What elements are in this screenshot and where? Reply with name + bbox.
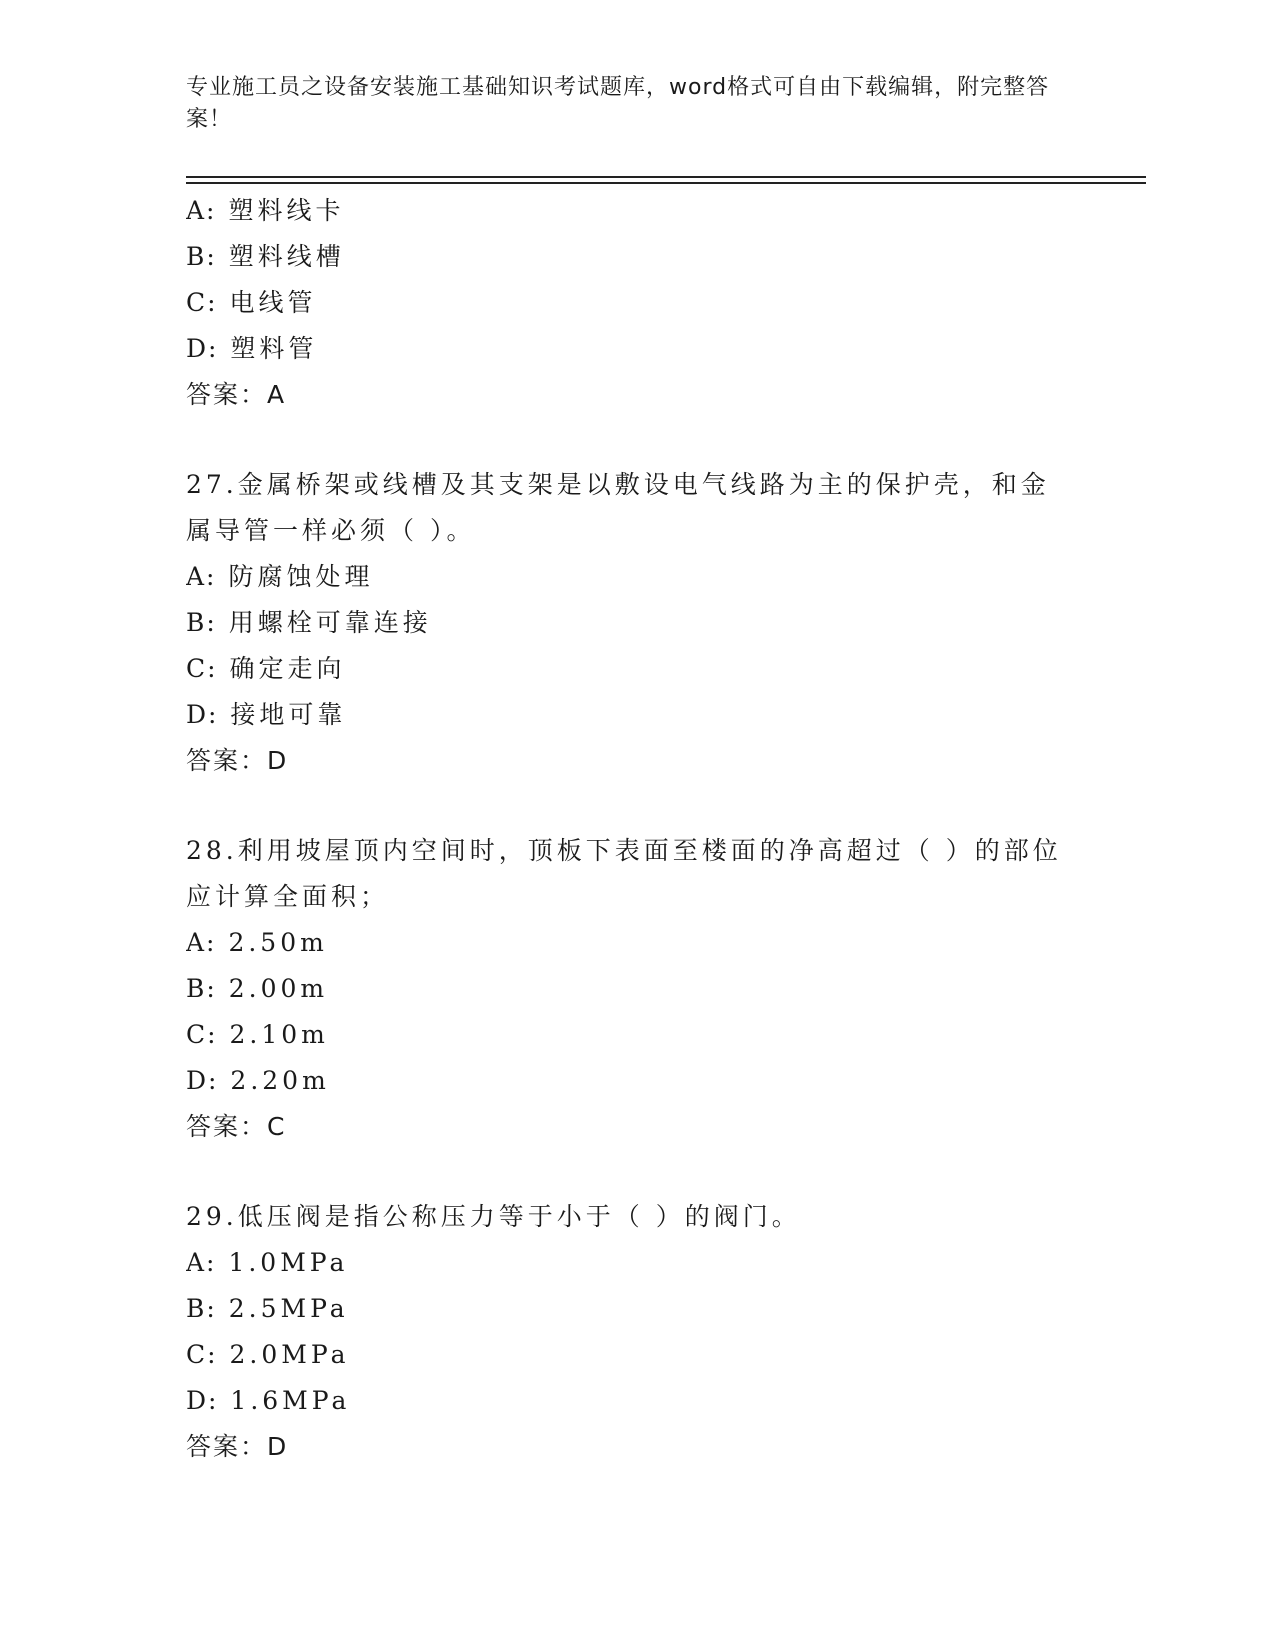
- option-d: [186, 1378, 1086, 1424]
- answer-line: 答案：D: [186, 746, 289, 775]
- option-b: [186, 234, 1086, 280]
- header-divider-bottom: [186, 182, 1146, 184]
- option-label: A:: [186, 928, 217, 957]
- question-stem: 29.低压阀是指公称压力等于小于（ ）的阀门。: [186, 1202, 801, 1231]
- answer-line: 答案：C: [186, 1112, 287, 1141]
- question-27: [186, 462, 1086, 784]
- option-text: 1.6MPa: [230, 1386, 351, 1415]
- spacer: [186, 1150, 1086, 1194]
- option-c: [186, 646, 1086, 692]
- option-label: C:: [186, 654, 218, 683]
- option-label: A:: [186, 196, 217, 225]
- option-b: [186, 966, 1086, 1012]
- answer-line: 答案：D: [186, 1432, 289, 1461]
- option-text: 塑料线卡: [228, 196, 345, 225]
- option-label: D:: [186, 1066, 219, 1095]
- option-text: 2.50m: [228, 928, 328, 957]
- option-text: 防腐蚀处理: [228, 562, 374, 591]
- spacer: [186, 418, 1086, 462]
- question-stem: 28.利用坡屋顶内空间时，顶板下表面至楼面的净高超过（ ）的部位应计算全面积；: [186, 836, 1062, 911]
- option-text: 电线管: [229, 288, 317, 317]
- option-text: 用螺栓可靠连接: [228, 608, 432, 637]
- option-text: 2.5MPa: [228, 1294, 349, 1323]
- option-label: A:: [186, 1248, 217, 1277]
- option-text: 塑料管: [230, 334, 318, 363]
- option-text: 2.0MPa: [229, 1340, 350, 1369]
- option-c: [186, 1012, 1086, 1058]
- option-text: 接地可靠: [230, 700, 347, 729]
- spacer: [186, 784, 1086, 828]
- option-label: A:: [186, 562, 217, 591]
- option-label: D:: [186, 700, 219, 729]
- option-d: [186, 326, 1086, 372]
- option-b: [186, 1286, 1086, 1332]
- document-header: [186, 72, 1066, 136]
- option-label: B:: [186, 974, 217, 1003]
- option-d: [186, 692, 1086, 738]
- option-a: [186, 1240, 1086, 1286]
- option-label: C:: [186, 1340, 218, 1369]
- option-c: [186, 1332, 1086, 1378]
- option-a: [186, 188, 1086, 234]
- option-a: [186, 920, 1086, 966]
- option-label: C:: [186, 288, 218, 317]
- option-label: D:: [186, 334, 219, 363]
- option-b: [186, 600, 1086, 646]
- option-text: 2.00m: [228, 974, 329, 1003]
- question-stem: 27.金属桥架或线槽及其支架是以敷设电气线路为主的保护壳，和金属导管一样必须（ ）。: [186, 470, 1050, 545]
- option-c: [186, 280, 1086, 326]
- option-text: 2.10m: [229, 1020, 329, 1049]
- option-label: B:: [186, 1294, 217, 1323]
- option-text: 2.20m: [230, 1066, 330, 1095]
- option-label: B:: [186, 608, 217, 637]
- option-label: B:: [186, 242, 217, 271]
- option-a: [186, 554, 1086, 600]
- option-text: 1.0MPa: [228, 1248, 349, 1277]
- question-29: [186, 1194, 1086, 1470]
- option-label: C:: [186, 1020, 218, 1049]
- option-label: D:: [186, 1386, 219, 1415]
- option-d: [186, 1058, 1086, 1104]
- question-list: [186, 188, 1086, 1470]
- answer-line: 答案：A: [186, 380, 287, 409]
- header-divider-top: [186, 176, 1146, 178]
- header-title: 专业施工员之设备安装施工基础知识考试题库，word格式可自由下载编辑，附完整答案！: [186, 75, 1050, 132]
- question-26: [186, 188, 1086, 418]
- option-text: 塑料线槽: [228, 242, 345, 271]
- question-28: [186, 828, 1086, 1150]
- option-text: 确定走向: [229, 654, 346, 683]
